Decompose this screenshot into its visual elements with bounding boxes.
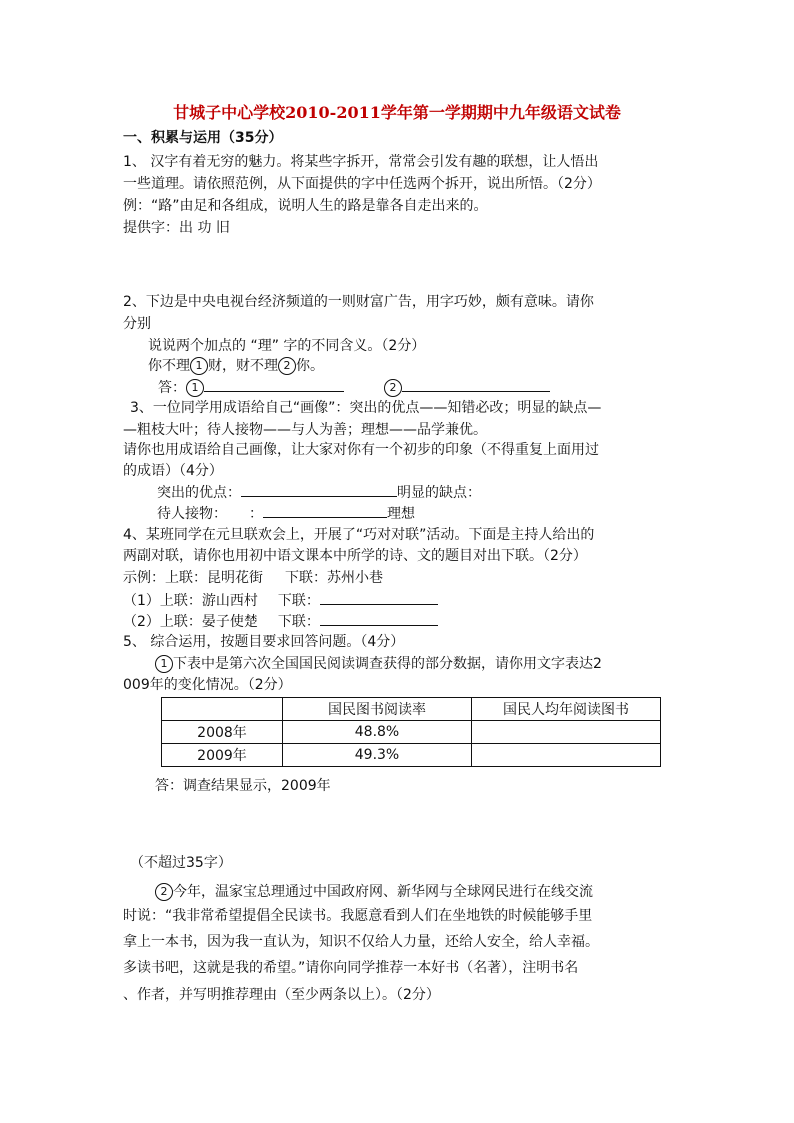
- table-cell[interactable]: [472, 744, 661, 767]
- q4-pair1-blank[interactable]: [320, 590, 438, 605]
- q4-pair1-upper: （1）上联：游山西村: [123, 593, 258, 609]
- q2-line1: 2、下边是中央电视台经济频道的一则财富广告，用字巧妙，颇有意味。请你: [123, 294, 594, 310]
- table-cell: 2009年: [162, 744, 283, 767]
- table-row: [162, 744, 661, 767]
- q5-sub2-line2: 时说：“我非常希望提倡全民读书。我愿意看到人们在坐地铁的时候能够手里: [123, 908, 593, 924]
- q4-example-lower: 下联：苏州小巷: [285, 570, 383, 586]
- q2-ad-part-b: 财，财不理: [208, 358, 278, 374]
- q4-pair2-upper: （2）上联：晏子使楚: [123, 614, 258, 630]
- q3-row1: [157, 482, 481, 503]
- q4-line1: 4、某班同学在元旦联欢会上，开展了“巧对对联”活动。下面是主持人给出的: [123, 527, 595, 543]
- q4-line2: 两副对联，请你也用初中语文课本中所学的诗、文的题目对出下联。（2分）: [123, 548, 587, 564]
- q3-strength-label: 突出的优点：: [157, 485, 241, 501]
- table-header-cell: [162, 698, 283, 721]
- q5-sub2-line4: 多读书吧，这就是我的希望。”请你向同学推荐一本好书（名著），注明书名: [123, 960, 579, 976]
- q1-example: 例：“路”由足和各组成，说明人生的路是靠各自走出来的。: [123, 198, 488, 214]
- q3-row2: 待人接物： ： 理想: [157, 503, 415, 524]
- q5-sub1-answer: 答：调查结果显示，2009年: [155, 778, 331, 794]
- q5-line1: 5、 综合运用，按题目要求回答问题。（4分）: [123, 634, 405, 650]
- q4-pair1: [123, 590, 438, 611]
- q3-weakness-label: 明显的缺点：: [397, 485, 481, 501]
- q5-sub1-line2: 009年的变化情况。（2分）: [123, 677, 292, 693]
- q5-sub2-line5: 、作者，并写明推荐理由（至少两条以上）。（2分）: [123, 987, 440, 1003]
- table-header-cell: 国民图书阅读率: [283, 698, 472, 721]
- table-cell: 48.8%: [283, 721, 472, 744]
- q2-answer-line: [158, 377, 550, 398]
- q4-pair1-lower-label: 下联：: [277, 593, 320, 609]
- q2-ad-part-c: 你。: [296, 358, 324, 374]
- q3-strength-blank[interactable]: [241, 482, 397, 497]
- q1-line1: 1、 汉字有着无穷的魅力。将某些字拆开，常常会引发有趣的联想，让人悟出: [123, 154, 599, 170]
- table-header-cell: 国民人均年阅读图书: [472, 698, 661, 721]
- q4-pair2-lower-label: 下联：: [277, 614, 320, 630]
- q2-ad: [148, 356, 324, 376]
- table-row: [162, 721, 661, 744]
- q5-sub1-line1: [155, 654, 602, 674]
- circle-one-mark: 1: [155, 655, 173, 673]
- circle-one-mark: 1: [186, 379, 204, 397]
- q5-sub2-text: 今年，温家宝总理通过中国政府网、新华网与全球网民进行在线交流: [173, 884, 593, 900]
- q5-sub2-line3: 拿上一本书，因为我一直认为，知识不仅给人力量，还给人安全，给人幸福。: [123, 934, 599, 950]
- q3-ideal-label: 理想: [387, 506, 415, 522]
- circle-two-mark: 2: [278, 357, 296, 375]
- circle-one-mark: 1: [190, 357, 208, 375]
- q1-line2: 一些道理。请依照范例，从下面提供的字中任选两个拆开，说出所悟。（2分）: [123, 176, 601, 192]
- q2-ad-part-a: 你不理: [148, 358, 190, 374]
- q3-line4: 的成语）（4分）: [123, 463, 223, 479]
- q5-sub2-line1: [155, 882, 593, 902]
- q5-word-limit: （不超过35字）: [130, 855, 232, 871]
- reading-survey-table: [161, 697, 661, 767]
- table-cell: 49.3%: [283, 744, 472, 767]
- q4-example-upper: 示例：上联：昆明花街: [123, 570, 263, 586]
- table-cell: 2008年: [162, 721, 283, 744]
- q3-manner-label: 待人接物：: [157, 506, 227, 522]
- q4-pair2-blank[interactable]: [320, 611, 438, 626]
- table-header-row: [162, 698, 661, 721]
- circle-two-mark: 2: [155, 883, 173, 901]
- q2-line2: 分别: [123, 316, 151, 332]
- table-cell[interactable]: [472, 721, 661, 744]
- q4-pair2: [123, 611, 438, 632]
- section-heading: 一、积累与运用（35分）: [123, 130, 283, 146]
- q4-example: [123, 568, 383, 588]
- q2-answer-label: 答：: [158, 380, 186, 396]
- page-title: 甘城子中心学校2010-2011学年第一学期期中九年级语文试卷: [173, 103, 621, 122]
- q5-sub1-text: 下表中是第六次全国国民阅读调查获得的部分数据，请你用文字表达2: [173, 656, 602, 672]
- q2-line3: 说说两个加点的 “理” 字的不同含义。（2分）: [148, 338, 426, 354]
- q3-line2: —粗枝大叶；待人接物——与人为善；理想——品学兼优。: [123, 422, 487, 438]
- q1-chars: 提供字：出 功 旧: [123, 220, 230, 236]
- circle-two-mark: 2: [384, 379, 402, 397]
- q2-answer-blank-1[interactable]: [204, 377, 344, 392]
- q3-manner-blank[interactable]: [263, 503, 387, 518]
- q3-line3: 请你也用成语给自己画像，让大家对你有一个初步的印象（不得重复上面用过: [123, 442, 599, 458]
- q3-line1: 3、一位同学用成语给自己“画像”：突出的优点——知错必改；明显的缺点—: [130, 400, 602, 416]
- q2-answer-blank-2[interactable]: [402, 377, 550, 392]
